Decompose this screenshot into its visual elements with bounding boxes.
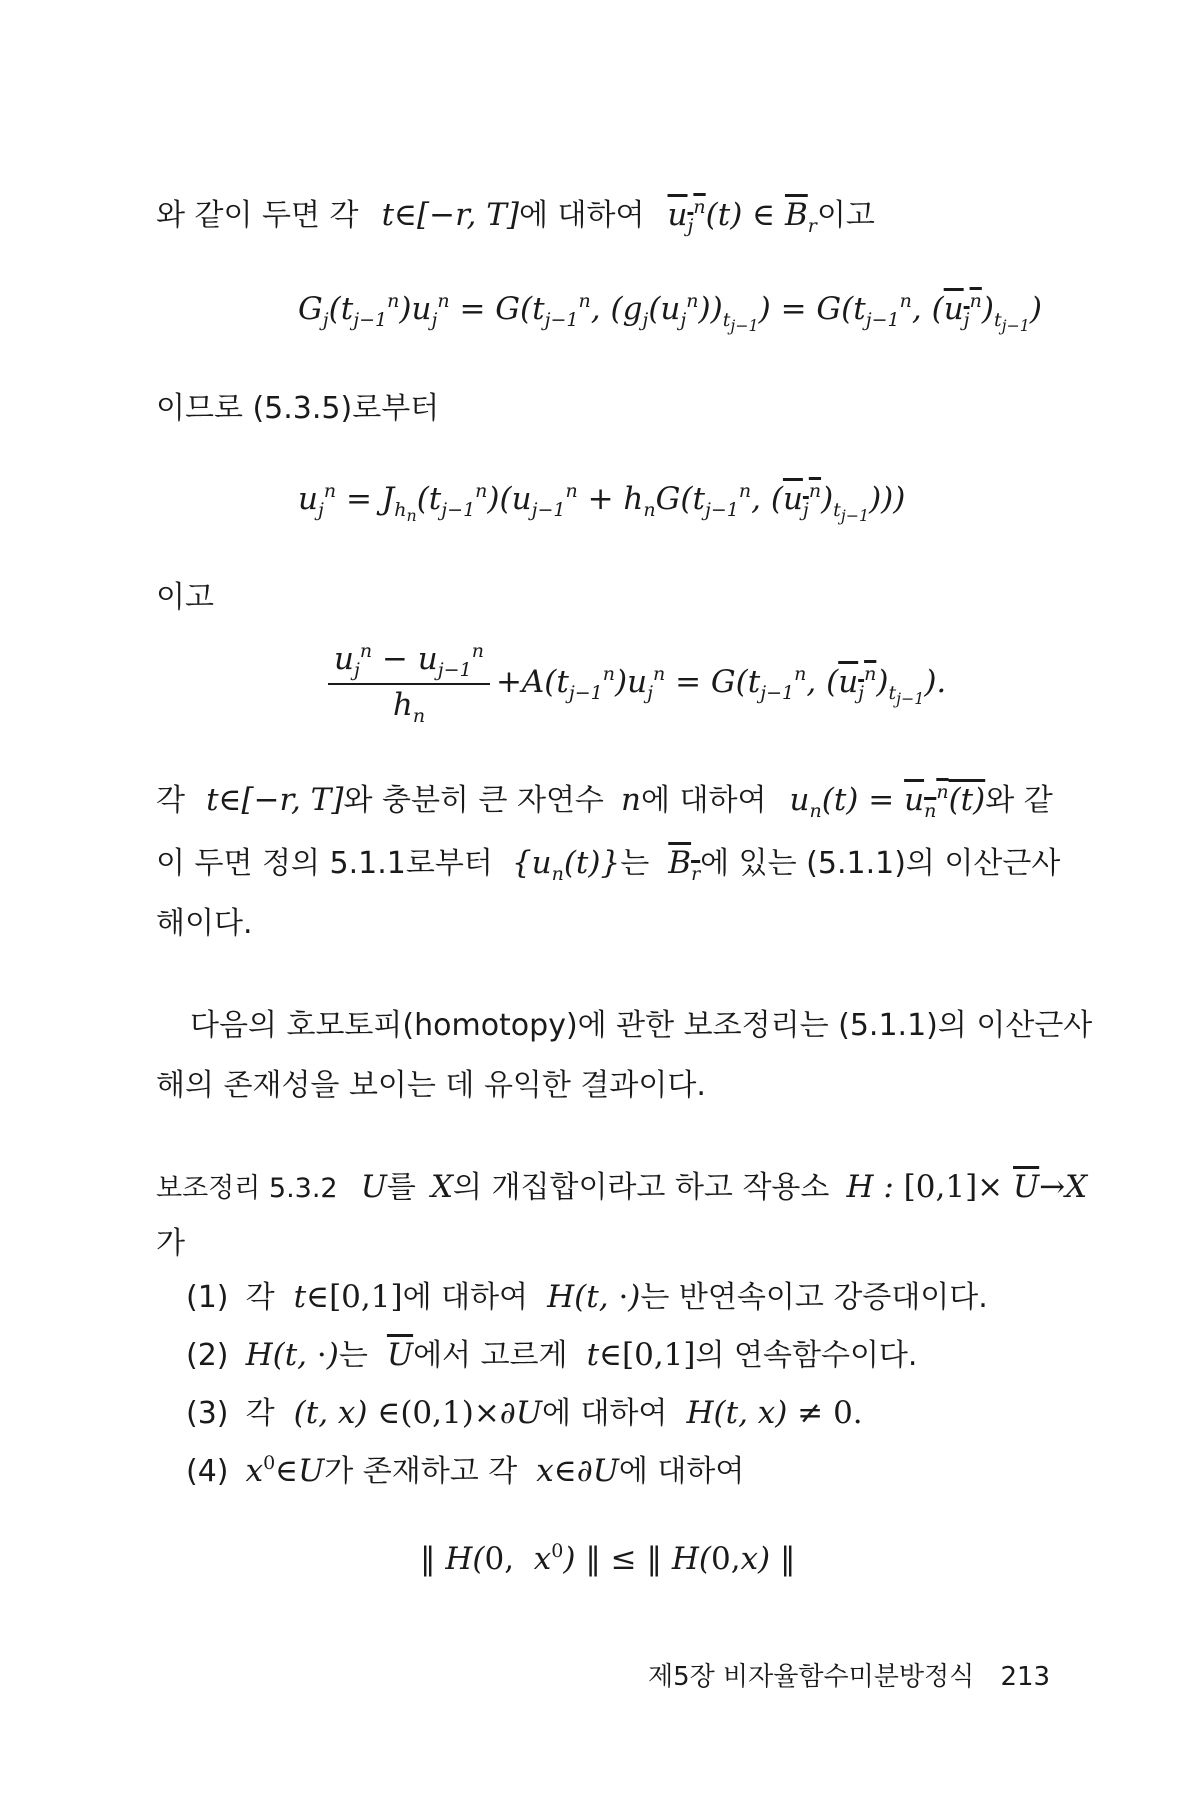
equation-3: $\frac{u_j^n - u_{j-1}^n}{h_n}$ $+A(t_{j-1}^n)u_j^n = G(t_{j-1}^n$, $(u_j^n)_{t_{j-1}}$).	[328, 640, 946, 727]
lemma-U: U	[360, 1169, 387, 1205]
line1-interval: t∈[−r, T]	[381, 197, 519, 233]
para1-set: $\{u_n(t)\}$	[511, 845, 621, 885]
item-text: 각	[245, 1280, 275, 1315]
item-math-2: H(t, ·)	[547, 1279, 641, 1315]
line1-suffix: 이고	[816, 198, 875, 233]
lemma-line-2: 가	[156, 1226, 185, 1261]
item-text-3: 의 연속함수이다.	[695, 1338, 918, 1373]
para1-text-2: 에 대하여	[640, 783, 767, 818]
item-text-2: 에 대하여	[618, 1454, 745, 1489]
lemma-line-1	[156, 1162, 1087, 1206]
lemma-label: 보조정리 5.3.2	[156, 1173, 338, 1204]
lemma-X: X	[430, 1169, 454, 1205]
para1-text-6: 에 있는 (5.1.1)의 이산근사	[700, 846, 1061, 881]
lemma-H: H : $[0,1]\times \overline{U}\to X$	[846, 1169, 1088, 1205]
text-line-1	[156, 190, 875, 237]
item-number: (1)	[186, 1280, 229, 1315]
item-math: t∈[0,1]	[293, 1279, 403, 1315]
item-number: (3)	[186, 1396, 229, 1431]
lemma-item-1	[186, 1272, 988, 1316]
para1-text-4: 이 두면 정의 5.1.1로부터	[156, 846, 493, 881]
footer-chapter: 제5장 비자율함수미분방정식	[648, 1662, 975, 1692]
equation-4: ‖ H(0, $x^0$) ‖ ≤ ‖ H(0,x) ‖	[420, 1540, 796, 1577]
item-math-2: x∈∂U	[536, 1453, 619, 1489]
page-number: 213	[1000, 1662, 1051, 1692]
para2-line-1: 다음의 호모토피(homotopy)에 관한 보조정리는 (5.1.1)의 이산근사	[190, 1008, 1093, 1043]
line1-mid: 에 대하여	[518, 198, 645, 233]
item-text-2: 에 대하여	[541, 1396, 668, 1431]
para1-un: $u_n(t) = u_n^n(t)$	[789, 781, 986, 822]
lemma-text-1: 를	[386, 1170, 416, 1205]
equation-2: $u_j^n = J_{h_n}(t_{j-1}^n)(u_{j-1}^n + h_nG(t_{j-1}^n$, $(u_j^n)_{t_{j-1}}$)))	[298, 480, 906, 525]
para1-text-3: 와 같	[985, 783, 1053, 818]
item-math-3: t∈[0,1]	[586, 1337, 696, 1373]
para1-line-3: 해이다.	[156, 906, 253, 941]
equation-1: $G_j(t_{j-1}^n)u_j^n = G(t_{j-1}^n$, $(g_j(u_j^n))_{t_{j-1}}) = G(t_{j-1}^n$, $(u_j^n)_{t_{j-1}}$)	[298, 290, 1042, 335]
text-line-3: 이고	[156, 580, 214, 615]
item-text: 각	[245, 1396, 275, 1431]
item-text: 가 존재하고 각	[324, 1454, 518, 1489]
lemma-text-2: 의 개집합이라고 하고 작용소	[453, 1170, 830, 1205]
para1-word: 각	[156, 783, 185, 818]
item-text: 는	[338, 1338, 368, 1373]
item-math: H(t, ·)	[245, 1337, 339, 1373]
item-number: (2)	[186, 1338, 229, 1373]
text-line-2: 이므로 (5.3.5)로부터	[156, 391, 440, 426]
fraction: $\frac{u_j^n - u_{j-1}^n}{h_n}$	[328, 640, 490, 727]
page-footer	[648, 1656, 1050, 1693]
line1-prefix: 와 같이 두면 각	[156, 198, 359, 233]
item-math: $x^0\in U$	[245, 1452, 325, 1489]
item-text-3: 는 반연속이고 강증대이다.	[640, 1280, 988, 1315]
lemma-item-2	[186, 1330, 917, 1374]
para1-br: $B_r$	[668, 845, 701, 885]
lemma-item-4	[186, 1446, 744, 1490]
para1-text-5: 는	[620, 846, 650, 881]
item-text-2: 에서 고르게	[413, 1338, 568, 1373]
para1-line-2	[156, 838, 1060, 885]
item-math: (t, x) ∈(0,1)×∂U	[293, 1395, 542, 1431]
item-math-2: $\overline{U}$	[386, 1337, 414, 1373]
item-number: (4)	[186, 1454, 229, 1489]
para2-line-2: 해의 존재성을 보이는 데 유익한 결과이다.	[156, 1068, 706, 1103]
para1-text: 와 충분히 큰 자연수	[343, 783, 604, 818]
para1-interval: t∈[−r, T]	[206, 782, 344, 818]
para1-n: n	[621, 782, 641, 818]
item-math-2: H(t, x) ≠ 0.	[686, 1395, 863, 1431]
lemma-item-3	[186, 1388, 863, 1432]
line1-expr: $u_j^n(t)$ ∈ $\overline{B}_r$	[667, 196, 817, 237]
para1-line-1	[156, 775, 1053, 822]
item-text-2: 에 대하여	[402, 1280, 529, 1315]
